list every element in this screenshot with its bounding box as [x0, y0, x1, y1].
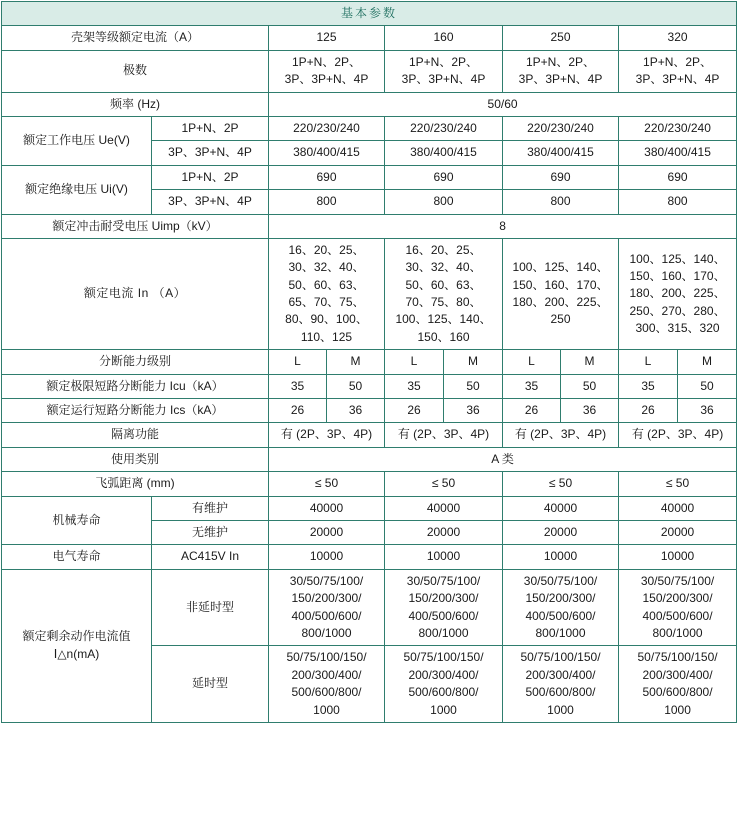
- label-elec-life: 电气寿命: [2, 545, 152, 569]
- label-ue-sub-3p4p: 3P、3P+N、4P: [152, 141, 269, 165]
- value-breaking-class-320-m: M: [678, 350, 737, 374]
- label-usage: 使用类别: [2, 447, 269, 471]
- value-icu-320-l: 35: [619, 374, 678, 398]
- row-isolation: [2, 423, 737, 447]
- label-residual-current: [2, 569, 152, 722]
- value-ue-1pn2p-160: 220/230/240: [385, 116, 503, 140]
- label-ics: 额定运行短路分断能力 Ics（kA）: [2, 399, 269, 423]
- label-mech-life: 机械寿命: [2, 496, 152, 545]
- in-320-line1: 100、125、140、: [629, 251, 726, 266]
- poles-125-line1: 1P+N、2P、: [291, 54, 362, 69]
- row-ics: [2, 399, 737, 423]
- value-icu-125-m: 50: [327, 374, 385, 398]
- label-residual-nondelay: 非延时型: [152, 569, 269, 646]
- value-ics-250-m: 36: [561, 399, 619, 423]
- res-nd-160-line4: 800/1000: [418, 625, 469, 640]
- label-frequency: 频率 (Hz): [2, 92, 269, 116]
- res-nd-320-line2: 150/200/300/: [642, 591, 713, 606]
- value-residual-delay-250: [503, 646, 619, 723]
- value-residual-delay-320: [619, 646, 737, 723]
- in-320-line4: 250、270、280、: [629, 303, 726, 318]
- label-uimp: 额定冲击耐受电压 Uimp（kV）: [2, 214, 269, 238]
- value-ui-1pn2p-160: 690: [385, 165, 503, 189]
- value-icu-160-l: 35: [385, 374, 444, 398]
- value-mech-life-maintained-125: 40000: [269, 496, 385, 520]
- in-320-line2: 150、160、170、: [629, 268, 726, 283]
- value-poles-320: [619, 50, 737, 92]
- value-ui-3p4p-160: 800: [385, 190, 503, 214]
- row-frequency: [2, 92, 737, 116]
- value-breaking-class-160-m: M: [444, 350, 503, 374]
- res-nd-250-line4: 800/1000: [535, 625, 586, 640]
- value-frequency: 50/60: [269, 92, 737, 116]
- row-in-current: [2, 238, 737, 349]
- res-d-125-line3: 500/600/800/: [291, 685, 362, 700]
- label-mech-life-unmaintained: 无维护: [152, 520, 269, 544]
- row-arc-distance: [2, 472, 737, 496]
- value-breaking-class-320-l: L: [619, 350, 678, 374]
- value-icu-250-m: 50: [561, 374, 619, 398]
- res-d-160-line3: 500/600/800/: [408, 685, 479, 700]
- res-d-320-line2: 200/300/400/: [642, 667, 713, 682]
- value-elec-life-125: 10000: [269, 545, 385, 569]
- label-in-current: 额定电流 In （A）: [2, 238, 269, 349]
- res-d-125-line4: 1000: [313, 702, 340, 717]
- value-in-current-250: [503, 238, 619, 349]
- spec-sheet: [0, 1, 738, 840]
- res-nd-320-line1: 30/50/75/100/: [640, 573, 715, 588]
- value-ue-1pn2p-125: 220/230/240: [269, 116, 385, 140]
- value-breaking-class-125-m: M: [327, 350, 385, 374]
- in-160-line4: 70、75、80、: [405, 295, 482, 310]
- label-frame-current: 壳架等级额定电流（A）: [2, 26, 269, 50]
- value-mech-life-maintained-250: 40000: [503, 496, 619, 520]
- value-residual-delay-125: [269, 646, 385, 723]
- res-nd-125-line1: 30/50/75/100/: [289, 573, 364, 588]
- value-icu-160-m: 50: [444, 374, 503, 398]
- res-d-160-line1: 50/75/100/150/: [403, 650, 484, 665]
- poles-320-line2: 3P、3P+N、4P: [635, 72, 720, 87]
- label-icu: 额定极限短路分断能力 Icu（kA）: [2, 374, 269, 398]
- value-in-current-320: [619, 238, 737, 349]
- res-nd-320-line3: 400/500/600/: [642, 608, 713, 623]
- value-ue-3p4p-320: 380/400/415: [619, 141, 737, 165]
- value-frame-current-125: 125: [269, 26, 385, 50]
- value-residual-nondelay-125: [269, 569, 385, 646]
- res-nd-125-line4: 800/1000: [301, 625, 352, 640]
- value-residual-delay-160: [385, 646, 503, 723]
- value-ics-125-m: 36: [327, 399, 385, 423]
- res-nd-320-line4: 800/1000: [652, 625, 703, 640]
- res-nd-160-line2: 150/200/300/: [408, 591, 479, 606]
- label-ue: 额定工作电压 Ue(V): [2, 116, 152, 165]
- value-poles-125: [269, 50, 385, 92]
- res-d-250-line4: 1000: [547, 702, 574, 717]
- in-160-line3: 50、60、63、: [405, 277, 482, 292]
- value-elec-life-160: 10000: [385, 545, 503, 569]
- value-ue-3p4p-125: 380/400/415: [269, 141, 385, 165]
- value-mech-life-unmaintained-250: 20000: [503, 520, 619, 544]
- res-d-125-line2: 200/300/400/: [291, 667, 362, 682]
- value-breaking-class-250-m: M: [561, 350, 619, 374]
- label-ui: 额定绝缘电压 Ui(V): [2, 165, 152, 214]
- value-poles-250: [503, 50, 619, 92]
- res-nd-250-line2: 150/200/300/: [525, 591, 596, 606]
- label-poles: 极数: [2, 50, 269, 92]
- label-ue-sub-1pn2p: 1P+N、2P: [152, 116, 269, 140]
- value-ics-250-l: 26: [503, 399, 561, 423]
- value-in-current-160: [385, 238, 503, 349]
- specification-table: [1, 1, 737, 723]
- row-frame-current: [2, 26, 737, 50]
- res-d-160-line2: 200/300/400/: [408, 667, 479, 682]
- label-arc-distance: 飞弧距离 (mm): [2, 472, 269, 496]
- value-frame-current-160: 160: [385, 26, 503, 50]
- value-ui-1pn2p-125: 690: [269, 165, 385, 189]
- value-ui-1pn2p-320: 690: [619, 165, 737, 189]
- value-uimp: 8: [269, 214, 737, 238]
- in-160-line2: 30、32、40、: [405, 260, 482, 275]
- value-ics-160-m: 36: [444, 399, 503, 423]
- poles-125-line2: 3P、3P+N、4P: [284, 72, 369, 87]
- res-nd-160-line1: 30/50/75/100/: [406, 573, 481, 588]
- label-ui-sub-1pn2p: 1P+N、2P: [152, 165, 269, 189]
- value-isolation-125: 有 (2P、3P、4P): [269, 423, 385, 447]
- res-d-320-line3: 500/600/800/: [642, 685, 713, 700]
- res-nd-125-line3: 400/500/600/: [291, 608, 362, 623]
- value-isolation-250: 有 (2P、3P、4P): [503, 423, 619, 447]
- value-icu-320-m: 50: [678, 374, 737, 398]
- row-residual-nondelay: [2, 569, 737, 646]
- value-arc-distance-160: ≤ 50: [385, 472, 503, 496]
- in-320-line3: 180、200、225、: [629, 286, 726, 301]
- row-poles: [2, 50, 737, 92]
- res-nd-250-line1: 30/50/75/100/: [523, 573, 598, 588]
- res-nd-250-line3: 400/500/600/: [525, 608, 596, 623]
- row-breaking-class: [2, 350, 737, 374]
- in-250-line4: 250: [550, 312, 571, 327]
- label-ui-sub-3p4p: 3P、3P+N、4P: [152, 190, 269, 214]
- res-nd-160-line3: 400/500/600/: [408, 608, 479, 623]
- poles-160-line1: 1P+N、2P、: [408, 54, 479, 69]
- value-frame-current-250: 250: [503, 26, 619, 50]
- res-d-250-line1: 50/75/100/150/: [520, 650, 601, 665]
- label-elec-life-condition: AC415V In: [152, 545, 269, 569]
- value-mech-life-maintained-320: 40000: [619, 496, 737, 520]
- in-250-line1: 100、125、140、: [512, 260, 609, 275]
- value-icu-125-l: 35: [269, 374, 327, 398]
- value-ue-1pn2p-320: 220/230/240: [619, 116, 737, 140]
- row-icu: [2, 374, 737, 398]
- res-d-160-line4: 1000: [430, 702, 457, 717]
- poles-320-line1: 1P+N、2P、: [643, 54, 713, 69]
- value-frame-current-320: 320: [619, 26, 737, 50]
- value-isolation-320: 有 (2P、3P、4P): [619, 423, 737, 447]
- value-ue-3p4p-250: 380/400/415: [503, 141, 619, 165]
- value-breaking-class-250-l: L: [503, 350, 561, 374]
- row-usage: [2, 447, 737, 471]
- in-160-line6: 150、160: [417, 329, 470, 344]
- in-125-line6: 110、125: [300, 329, 353, 344]
- in-125-line5: 80、90、100、: [285, 312, 368, 327]
- in-125-line2: 30、32、40、: [288, 260, 365, 275]
- in-160-line5: 100、125、140、: [395, 312, 492, 327]
- page-title: 基本参数: [2, 2, 737, 26]
- value-ics-320-l: 26: [619, 399, 678, 423]
- value-elec-life-250: 10000: [503, 545, 619, 569]
- row-ue-1: [2, 116, 737, 140]
- value-mech-life-unmaintained-160: 20000: [385, 520, 503, 544]
- row-ui-1: [2, 165, 737, 189]
- label-breaking-class: 分断能力级别: [2, 350, 269, 374]
- value-residual-nondelay-320: [619, 569, 737, 646]
- value-ui-3p4p-320: 800: [619, 190, 737, 214]
- value-ics-320-m: 36: [678, 399, 737, 423]
- row-mech-life-1: [2, 496, 737, 520]
- value-ue-3p4p-160: 380/400/415: [385, 141, 503, 165]
- label-residual-delay: 延时型: [152, 646, 269, 723]
- value-ui-3p4p-125: 800: [269, 190, 385, 214]
- in-250-line3: 180、200、225、: [512, 295, 609, 310]
- value-isolation-160: 有 (2P、3P、4P): [385, 423, 503, 447]
- row-uimp: [2, 214, 737, 238]
- residual-label-line1: 额定剩余动作电流值: [22, 629, 131, 644]
- value-mech-life-unmaintained-125: 20000: [269, 520, 385, 544]
- poles-250-line2: 3P、3P+N、4P: [518, 72, 603, 87]
- row-elec-life: [2, 545, 737, 569]
- res-d-250-line3: 500/600/800/: [525, 685, 596, 700]
- value-residual-nondelay-250: [503, 569, 619, 646]
- res-d-250-line2: 200/300/400/: [525, 667, 596, 682]
- in-160-line1: 16、20、25、: [405, 242, 482, 257]
- res-d-320-line4: 1000: [664, 702, 691, 717]
- value-ics-160-l: 26: [385, 399, 444, 423]
- value-breaking-class-160-l: L: [385, 350, 444, 374]
- value-icu-250-l: 35: [503, 374, 561, 398]
- value-arc-distance-320: ≤ 50: [619, 472, 737, 496]
- value-residual-nondelay-160: [385, 569, 503, 646]
- res-d-320-line1: 50/75/100/150/: [637, 650, 718, 665]
- res-d-125-line1: 50/75/100/150/: [286, 650, 367, 665]
- value-arc-distance-125: ≤ 50: [269, 472, 385, 496]
- value-mech-life-maintained-160: 40000: [385, 496, 503, 520]
- value-in-current-125: [269, 238, 385, 349]
- value-ui-1pn2p-250: 690: [503, 165, 619, 189]
- poles-160-line2: 3P、3P+N、4P: [401, 72, 486, 87]
- value-breaking-class-125-l: L: [269, 350, 327, 374]
- value-mech-life-unmaintained-320: 20000: [619, 520, 737, 544]
- value-usage: A 类: [269, 447, 737, 471]
- res-nd-125-line2: 150/200/300/: [291, 591, 362, 606]
- label-isolation: 隔离功能: [2, 423, 269, 447]
- table-title-row: [2, 2, 737, 26]
- value-ui-3p4p-250: 800: [503, 190, 619, 214]
- value-arc-distance-250: ≤ 50: [503, 472, 619, 496]
- value-ue-1pn2p-250: 220/230/240: [503, 116, 619, 140]
- in-125-line4: 65、70、75、: [288, 295, 365, 310]
- label-mech-life-maintained: 有维护: [152, 496, 269, 520]
- in-320-line5: 300、315、320: [635, 321, 720, 336]
- value-elec-life-320: 10000: [619, 545, 737, 569]
- value-ics-125-l: 26: [269, 399, 327, 423]
- value-poles-160: [385, 50, 503, 92]
- residual-label-line2: Ⅰ△n(mA): [53, 646, 100, 661]
- poles-250-line1: 1P+N、2P、: [525, 54, 596, 69]
- in-125-line1: 16、20、25、: [288, 242, 365, 257]
- in-250-line2: 150、160、170、: [512, 277, 609, 292]
- in-125-line3: 50、60、63、: [288, 277, 365, 292]
